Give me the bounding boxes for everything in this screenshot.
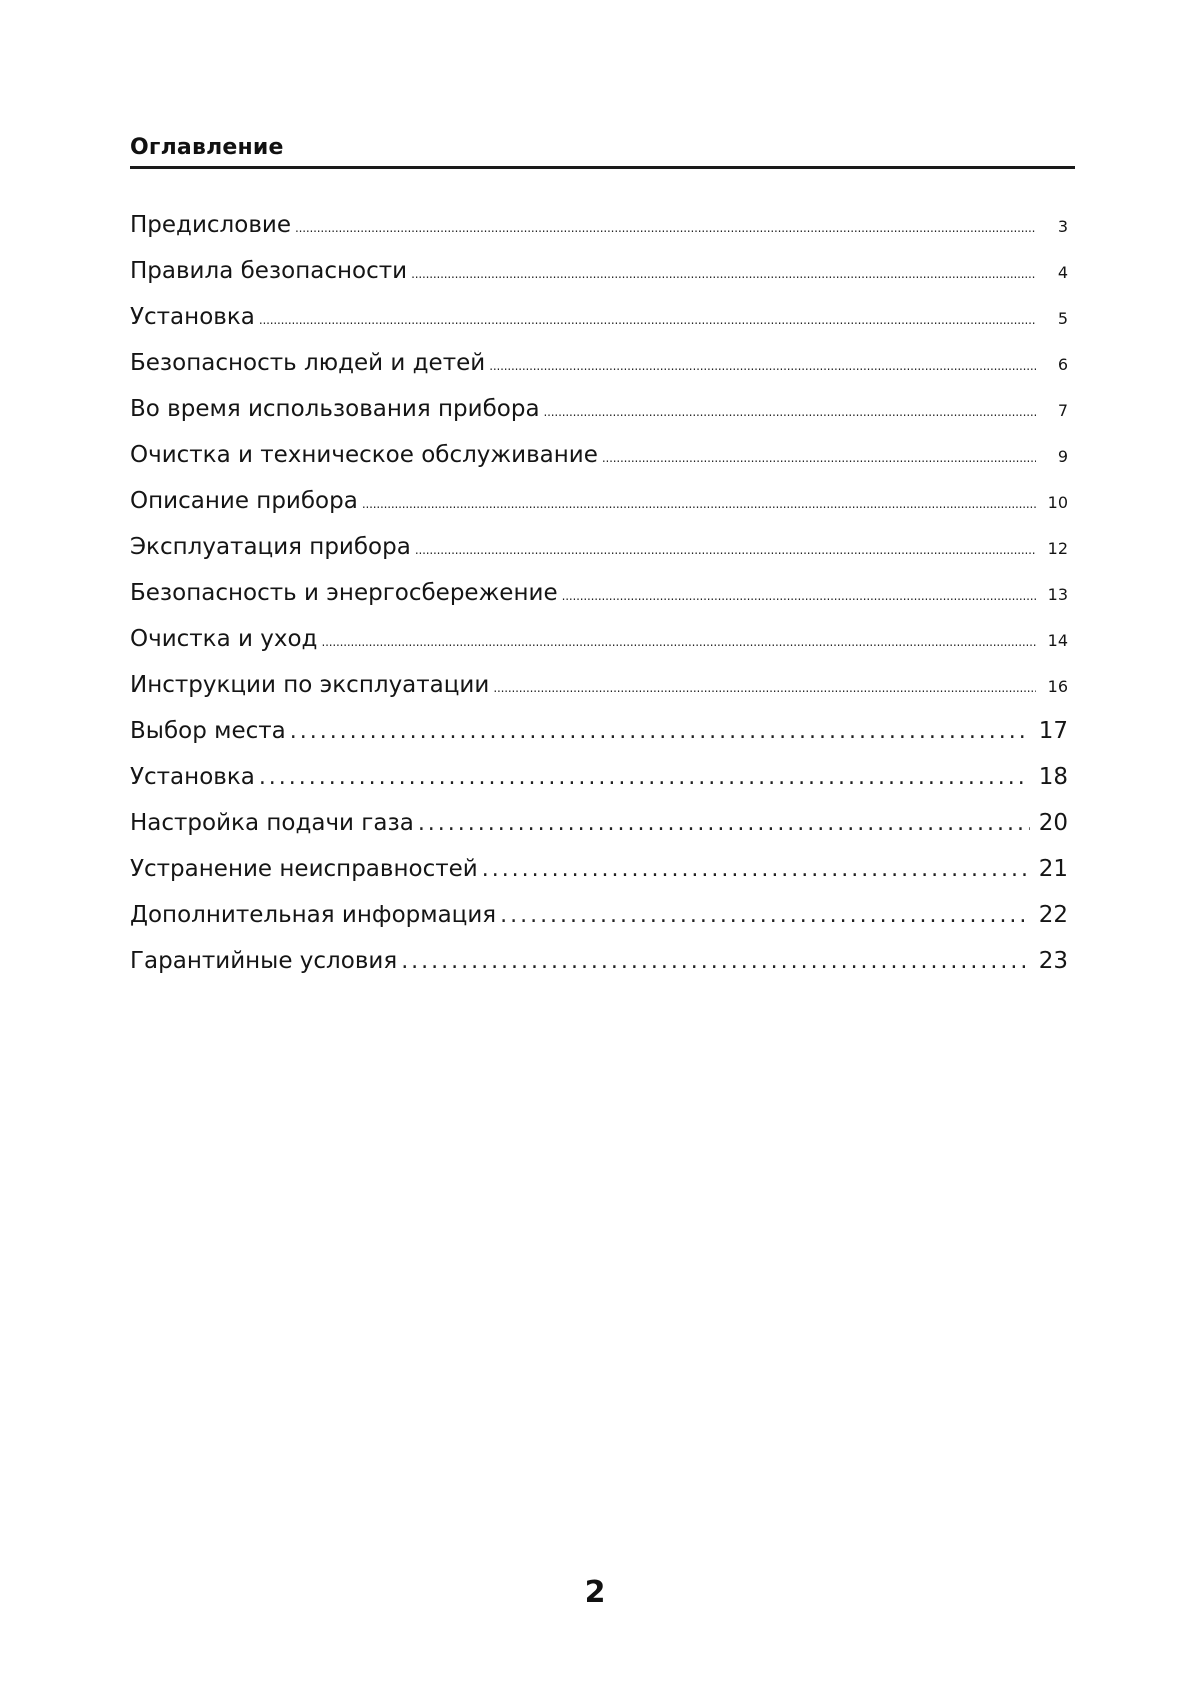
toc-entry-page: 3 xyxy=(1057,217,1068,236)
toc-entry[interactable] xyxy=(130,534,1068,580)
page-number: 2 xyxy=(584,1575,606,1610)
toc-dot-leader xyxy=(362,497,1036,511)
toc-entry[interactable] xyxy=(130,488,1068,534)
toc-entry[interactable] xyxy=(130,672,1068,718)
toc-entry-label: Устранение неисправностей xyxy=(130,856,478,882)
toc-entry-page: 21 xyxy=(1038,856,1068,882)
toc-entry-page: 23 xyxy=(1038,948,1068,974)
toc-entry[interactable] xyxy=(130,304,1068,350)
toc-entry-label: Во время использования прибора xyxy=(130,396,540,422)
toc-dot-leader xyxy=(259,765,1030,790)
toc-entry-page: 18 xyxy=(1038,764,1068,790)
toc-dot-leader xyxy=(321,635,1036,649)
toc-dot-leader xyxy=(290,719,1030,744)
toc-dot-leader xyxy=(411,267,1036,281)
toc-dot-leader xyxy=(562,589,1036,603)
toc-list xyxy=(130,212,1068,994)
toc-entry-page: 22 xyxy=(1038,902,1068,928)
toc-dot-leader xyxy=(401,949,1030,974)
toc-entry-page: 20 xyxy=(1038,810,1068,836)
toc-entry[interactable] xyxy=(130,856,1068,902)
toc-entry-page: 13 xyxy=(1047,585,1068,604)
toc-entry-label: Правила безопасности xyxy=(130,258,408,284)
toc-entry-label: Безопасность людей и детей xyxy=(130,350,486,376)
toc-entry[interactable] xyxy=(130,948,1068,994)
toc-dot-leader xyxy=(493,681,1036,695)
toc-entry-page: 10 xyxy=(1047,493,1068,512)
toc-entry-label: Гарантийные условия xyxy=(130,948,398,974)
toc-entry-page: 7 xyxy=(1057,401,1068,420)
toc-dot-leader xyxy=(415,543,1036,557)
toc-dot-leader xyxy=(259,313,1036,327)
toc-entry-label: Очистка и техническое обслуживание xyxy=(130,442,598,468)
toc-entry[interactable] xyxy=(130,580,1068,626)
toc-dot-leader xyxy=(544,405,1036,419)
toc-entry-label: Предисловие xyxy=(130,212,291,238)
toc-entry-page: 6 xyxy=(1057,355,1068,374)
toc-title: Оглавление xyxy=(130,135,284,160)
toc-entry-label: Описание прибора xyxy=(130,488,358,514)
toc-entry-label: Установка xyxy=(130,304,255,330)
toc-entry[interactable] xyxy=(130,626,1068,672)
toc-entry[interactable] xyxy=(130,442,1068,488)
toc-entry-page: 17 xyxy=(1038,718,1068,744)
toc-dot-leader xyxy=(418,811,1030,836)
toc-header xyxy=(130,128,1075,169)
toc-entry-label: Выбор места xyxy=(130,718,286,744)
toc-dot-leader xyxy=(489,359,1036,373)
toc-entry-label: Настройка подачи газа xyxy=(130,810,414,836)
toc-entry[interactable] xyxy=(130,764,1068,810)
toc-entry[interactable] xyxy=(130,902,1068,948)
toc-entry-label: Установка xyxy=(130,764,255,790)
toc-dot-leader xyxy=(295,221,1036,235)
toc-entry-page: 14 xyxy=(1047,631,1068,650)
toc-dot-leader xyxy=(482,857,1030,882)
toc-entry-page: 9 xyxy=(1057,447,1068,466)
toc-entry[interactable] xyxy=(130,810,1068,856)
toc-dot-leader xyxy=(602,451,1036,465)
toc-entry-page: 4 xyxy=(1057,263,1068,282)
toc-entry-page: 12 xyxy=(1047,539,1068,558)
toc-entry[interactable] xyxy=(130,396,1068,442)
toc-entry-page: 16 xyxy=(1047,677,1068,696)
toc-entry-label: Инструкции по эксплуатации xyxy=(130,672,490,698)
toc-entry[interactable] xyxy=(130,258,1068,304)
toc-entry-label: Безопасность и энергосбережение xyxy=(130,580,558,606)
toc-entry[interactable] xyxy=(130,212,1068,258)
toc-entry-label: Эксплуатация прибора xyxy=(130,534,411,560)
toc-entry[interactable] xyxy=(130,350,1068,396)
toc-entry-label: Дополнительная информация xyxy=(130,902,497,928)
toc-entry[interactable] xyxy=(130,718,1068,764)
toc-dot-leader xyxy=(500,903,1030,928)
toc-entry-label: Очистка и уход xyxy=(130,626,318,652)
toc-entry-page: 5 xyxy=(1057,309,1068,328)
